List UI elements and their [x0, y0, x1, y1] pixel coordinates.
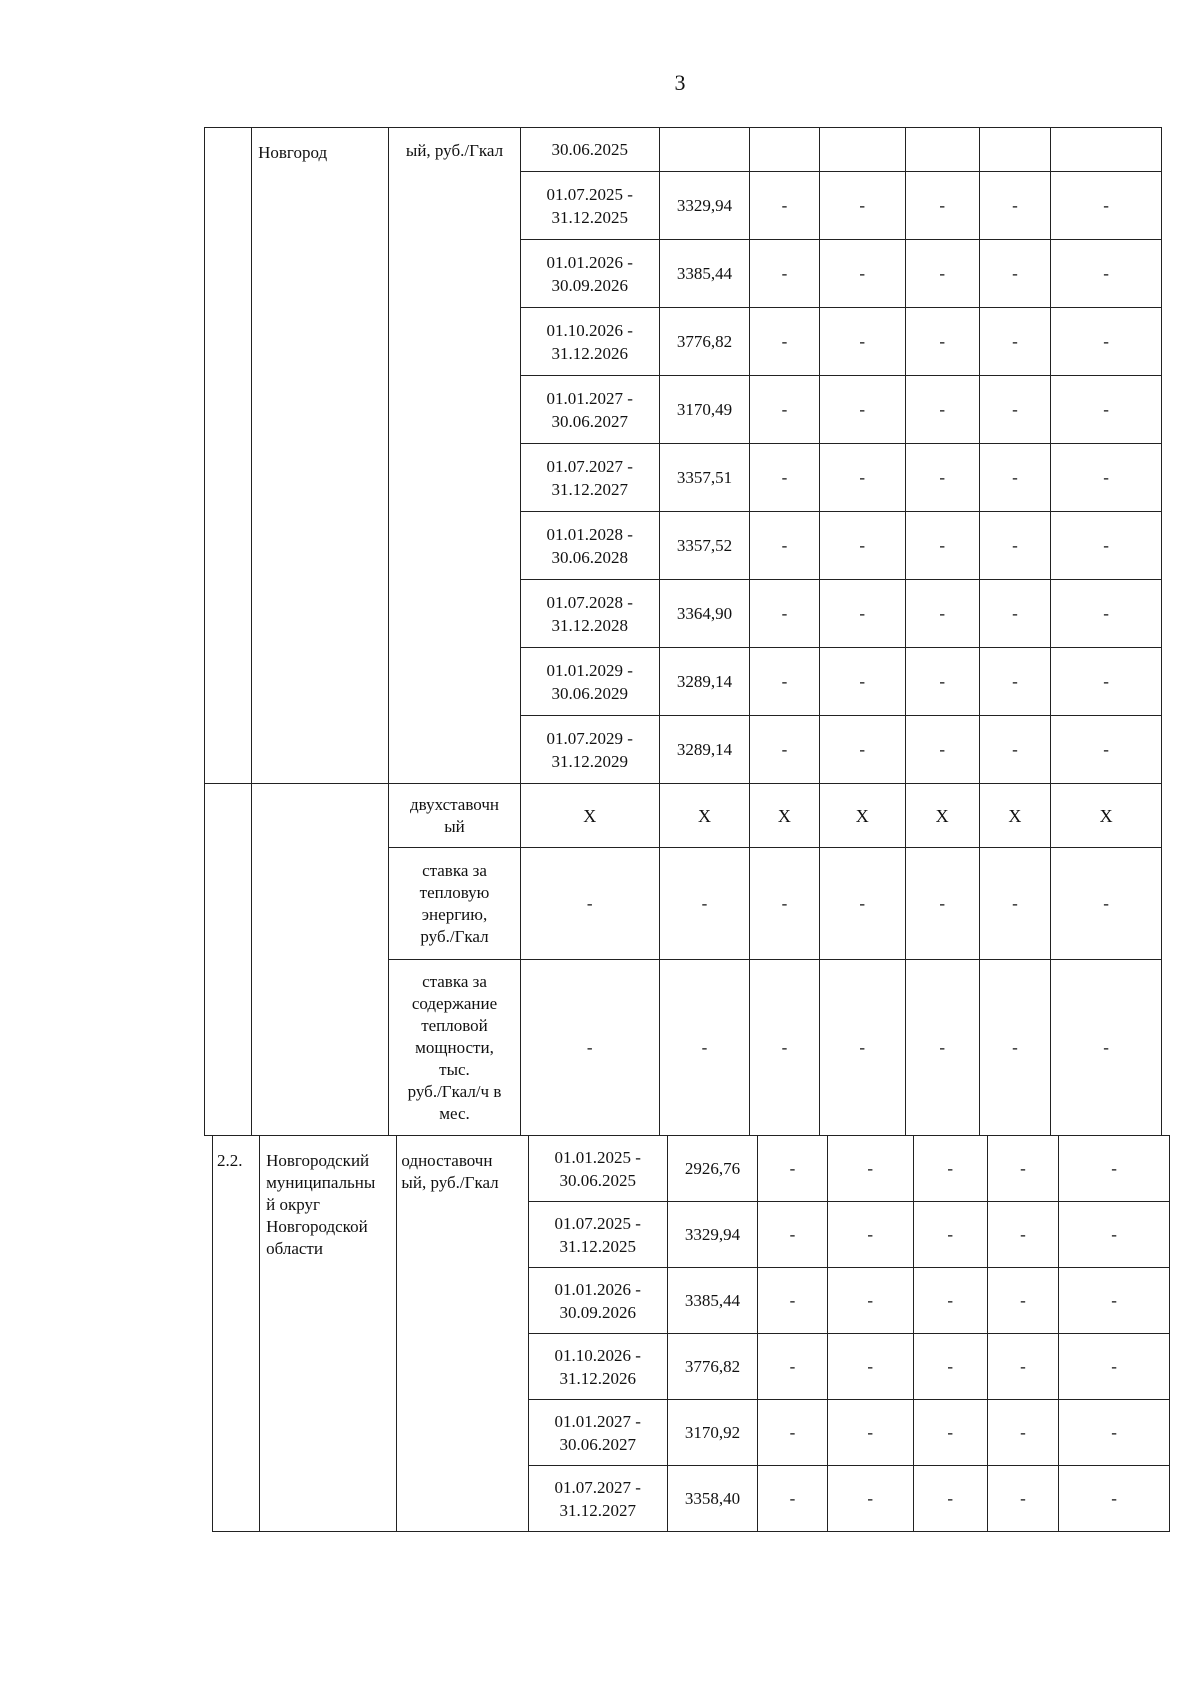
period-cell: 01.01.2027 - 30.06.2027 [528, 1400, 667, 1466]
dash-cell: - [979, 648, 1051, 716]
period-cell: 01.10.2026 - 31.12.2026 [528, 1334, 667, 1400]
empty-cell [659, 128, 749, 172]
dash-cell: - [750, 308, 820, 376]
empty-cell [905, 128, 979, 172]
dash-cell: - [758, 1202, 828, 1268]
dash-cell: - [987, 1466, 1059, 1532]
dash-cell: - [987, 1202, 1059, 1268]
dash-cell: - [1051, 512, 1162, 580]
tariff-table-continuation [204, 127, 1162, 1136]
x-mark-cell: X [819, 784, 905, 848]
x-mark-cell: X [659, 784, 749, 848]
dash-cell: - [750, 848, 820, 960]
tariff-value-cell: 3289,14 [659, 716, 749, 784]
dash-cell: - [987, 1268, 1059, 1334]
dash-cell: - [1051, 376, 1162, 444]
tariff-type-cell: одноставочн ый, руб./Гкал [397, 1136, 528, 1532]
tariff-value-cell: 3357,51 [659, 444, 749, 512]
dash-cell: - [905, 848, 979, 960]
dash-cell: - [819, 512, 905, 580]
dash-cell: - [987, 1136, 1059, 1202]
dash-cell: - [1059, 1334, 1170, 1400]
dash-cell: - [819, 172, 905, 240]
period-cell: 01.07.2027 - 31.12.2027 [528, 1466, 667, 1532]
dash-cell: - [987, 1334, 1059, 1400]
dash-cell: - [750, 580, 820, 648]
table-row [205, 128, 1162, 172]
empty-cell [1051, 128, 1162, 172]
dash-cell: - [905, 444, 979, 512]
dash-cell: - [750, 512, 820, 580]
dash-cell: - [750, 172, 820, 240]
municipality-cell: Новгород [252, 128, 389, 784]
dash-cell: - [905, 376, 979, 444]
x-mark-cell: X [1051, 784, 1162, 848]
municipality-cell [252, 784, 389, 1136]
dash-cell: - [758, 1334, 828, 1400]
row-number-cell [205, 784, 252, 1136]
page-number: 3 [674, 70, 686, 95]
dash-cell: - [979, 848, 1051, 960]
dash-cell: - [819, 960, 905, 1136]
period-cell: 01.01.2025 - 30.06.2025 [528, 1136, 667, 1202]
dash-cell: - [913, 1202, 987, 1268]
tariff-value-cell: 3289,14 [659, 648, 749, 716]
period-cell: 01.07.2025 - 31.12.2025 [520, 172, 659, 240]
tariff-value-cell: 3329,94 [667, 1202, 757, 1268]
tariff-value-cell: 3776,82 [659, 308, 749, 376]
tariff-type-cell: ый, руб./Гкал [389, 128, 520, 784]
tariff-table-2-2 [212, 1135, 1170, 1532]
table-row [213, 1136, 1170, 1202]
dash-cell: - [905, 172, 979, 240]
dash-cell: - [1051, 240, 1162, 308]
dash-cell: - [819, 240, 905, 308]
dash-cell: - [1059, 1202, 1170, 1268]
dash-cell: - [1059, 1268, 1170, 1334]
municipality-cell: Новгородский муниципальны й округ Новгородской области [260, 1136, 397, 1532]
dash-cell: - [659, 960, 749, 1136]
dash-cell: - [905, 648, 979, 716]
dash-cell: - [750, 716, 820, 784]
dash-cell: - [750, 240, 820, 308]
dash-cell: - [913, 1466, 987, 1532]
dash-cell: - [758, 1268, 828, 1334]
dash-cell: - [905, 240, 979, 308]
dash-cell: - [750, 376, 820, 444]
dash-cell: - [1051, 960, 1162, 1136]
dash-cell: - [827, 1400, 913, 1466]
dash-cell: - [758, 1400, 828, 1466]
dash-cell: - [979, 240, 1051, 308]
dash-cell: - [1051, 648, 1162, 716]
energy-rate-label-cell: ставка за тепловую энергию, руб./Гкал [389, 848, 520, 960]
tariff-value-cell: 3170,49 [659, 376, 749, 444]
dash-cell: - [979, 172, 1051, 240]
dash-cell: - [905, 716, 979, 784]
dash-cell: - [1059, 1136, 1170, 1202]
dash-cell: - [750, 960, 820, 1136]
tariff-value-cell: 3385,44 [667, 1268, 757, 1334]
dash-cell: - [827, 1202, 913, 1268]
period-cell: 01.10.2026 - 31.12.2026 [520, 308, 659, 376]
tariff-type-cell: двухставочн ый [389, 784, 520, 848]
tariff-value-cell: 3364,90 [659, 580, 749, 648]
dash-cell: - [1051, 848, 1162, 960]
period-cell: 01.01.2027 - 30.06.2027 [520, 376, 659, 444]
dash-cell: - [913, 1400, 987, 1466]
dash-cell: - [979, 580, 1051, 648]
dash-cell: - [827, 1334, 913, 1400]
dash-cell: - [905, 308, 979, 376]
empty-cell [819, 128, 905, 172]
dash-cell: - [758, 1466, 828, 1532]
tariff-value-cell: 2926,76 [667, 1136, 757, 1202]
dash-cell: - [819, 648, 905, 716]
period-cell: 01.01.2026 - 30.09.2026 [528, 1268, 667, 1334]
dash-cell: - [979, 716, 1051, 784]
dash-cell: - [819, 716, 905, 784]
dash-cell: - [1051, 444, 1162, 512]
dash-cell: - [819, 848, 905, 960]
dash-cell: - [905, 960, 979, 1136]
dash-cell: - [1051, 716, 1162, 784]
dash-cell: - [819, 444, 905, 512]
x-mark-cell: X [979, 784, 1051, 848]
dash-cell: - [987, 1400, 1059, 1466]
dash-cell: - [1059, 1466, 1170, 1532]
dash-cell: - [913, 1136, 987, 1202]
period-cell: 01.01.2029 - 30.06.2029 [520, 648, 659, 716]
table-row [205, 784, 1162, 848]
period-cell: 01.07.2029 - 31.12.2029 [520, 716, 659, 784]
empty-cell [750, 128, 820, 172]
dash-cell: - [913, 1268, 987, 1334]
dash-cell: - [827, 1466, 913, 1532]
dash-cell: - [979, 960, 1051, 1136]
x-mark-cell: X [520, 784, 659, 848]
x-mark-cell: X [905, 784, 979, 848]
dash-cell: - [750, 648, 820, 716]
dash-cell: - [819, 580, 905, 648]
dash-cell: - [979, 376, 1051, 444]
dash-cell: - [905, 580, 979, 648]
dash-cell: - [819, 376, 905, 444]
dash-cell: - [1051, 172, 1162, 240]
x-mark-cell: X [750, 784, 820, 848]
tariff-value-cell: 3358,40 [667, 1466, 757, 1532]
dash-cell: - [819, 308, 905, 376]
dash-cell: - [659, 848, 749, 960]
dash-cell: - [913, 1334, 987, 1400]
tariff-value-cell: 3357,52 [659, 512, 749, 580]
dash-cell: - [1059, 1400, 1170, 1466]
tariff-value-cell: 3329,94 [659, 172, 749, 240]
period-cell: 01.01.2026 - 30.09.2026 [520, 240, 659, 308]
dash-cell: - [1051, 308, 1162, 376]
dash-cell: - [827, 1136, 913, 1202]
dash-cell: - [979, 512, 1051, 580]
capacity-rate-label-cell: ставка за содержание тепловой мощности, тыс. руб./Гкал/ч в мес. [389, 960, 520, 1136]
period-cell: 01.07.2027 - 31.12.2027 [520, 444, 659, 512]
row-number-cell: 2.2. [213, 1136, 260, 1532]
row-number-cell [205, 128, 252, 784]
dash-cell: - [979, 444, 1051, 512]
dash-cell: - [520, 848, 659, 960]
tariff-value-cell: 3385,44 [659, 240, 749, 308]
dash-cell: - [827, 1268, 913, 1334]
dash-cell: - [750, 444, 820, 512]
empty-cell [979, 128, 1051, 172]
dash-cell: - [758, 1136, 828, 1202]
dash-cell: - [520, 960, 659, 1136]
tariff-value-cell: 3776,82 [667, 1334, 757, 1400]
dash-cell: - [1051, 580, 1162, 648]
period-cell: 01.07.2028 - 31.12.2028 [520, 580, 659, 648]
period-cell: 01.01.2028 - 30.06.2028 [520, 512, 659, 580]
period-cell: 30.06.2025 [520, 128, 659, 172]
dash-cell: - [905, 512, 979, 580]
period-cell: 01.07.2025 - 31.12.2025 [528, 1202, 667, 1268]
dash-cell: - [979, 308, 1051, 376]
tariff-value-cell: 3170,92 [667, 1400, 757, 1466]
